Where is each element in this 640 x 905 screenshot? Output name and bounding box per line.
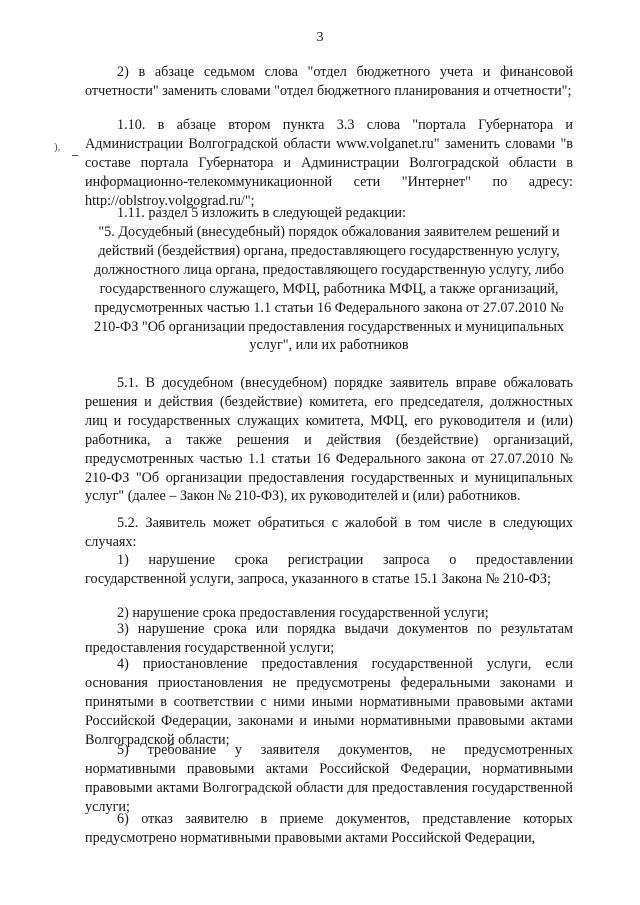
section-5-heading: "5. Досудебный (внесудебный) порядок обжалования заявителем решений и действий (бездействия) органа, предоставляющего государственную услугу, должностного лица органа, предоставляющего государственную услугу, либо государственного служащего, МФЦ, работника МФЦ, а также организаций, предусмотренных частью 1.1 статьи 16 Федерального закона от 27.07.2010 № 210-ФЗ "Об организации предоставления государственных и муниципальных услуг", или их работников [93,224,564,354]
list-item-3: 3) нарушение срока или порядка выдачи документов по результатам предоставления государственной услуги; [85,621,573,656]
margin-mark: ), [54,141,61,153]
paragraph-budget-department: 2) в абзаце седьмом слова "отдел бюджетного учета и финансовой отчетности" заменить словами "отдел бюджетного планирования и отчетности"; [85,64,573,99]
list-item-4: 4) приостановление предоставления государственной услуги, если основания приостановления не предусмотрены федеральными законами и принятыми в соответствии с ними иными нормативными правовыми актами Российской Федерации, законами и иными нормативными правовыми актами Волгоградской области; [85,656,573,748]
margin-dash [72,155,78,156]
list-item-5: 5) требование у заявителя документов, не предусмотренных нормативными правовыми актами Российской Федерации, нормативными правовыми актами Волгоградской области для предоставления государственной услуги; [85,742,573,815]
paragraph-5-1: 5.1. В досудебном (внесудебном) порядке заявитель вправе обжаловать решения и действия (бездействие) комитета, его председателя, должностных лиц и государственных служащих комитета, МФЦ, его руководителя и (или) работника, а также решения и действия (бездействие) организаций, предусмотренных частью 1.1 статьи 16 Федерального закона от 27.07.2010 № 210-ФЗ "Об организации предоставления государственных и муниципальных услуг" (далее – Закон № 210-ФЗ), их руководителей и (или) работников. [85,375,573,505]
list-item-6: 6) отказ заявителю в приеме документов, представление которых предусмотрено нормативными правовыми актами Российской Федерации, [85,811,573,846]
paragraph-5-2: 5.2. Заявитель может обратиться с жалобой в том числе в следующих случаях: [85,515,573,550]
list-item-2: 2) нарушение срока предоставления государственной услуги; [117,605,489,621]
page-number: 3 [316,30,324,45]
paragraph-1-10: 1.10. в абзаце втором пункта 3.3 слова "портала Губернатора и Администрации Волгоградской области www.volganet.ru" заменить словами "в составе портала Губернатора и Администрации Волгоградской области в информационно-телекоммуникационной сети "Интернет" по адресу: http://oblstroy.volgograd.ru/"; [85,117,573,209]
list-item-1: 1) нарушение срока регистрации запроса о предоставлении государственной услуги, запроса, указанного в статье 15.1 Закона № 210-ФЗ; [85,552,573,587]
paragraph-1-11: 1.11. раздел 5 изложить в следующей редакции: [117,205,406,221]
